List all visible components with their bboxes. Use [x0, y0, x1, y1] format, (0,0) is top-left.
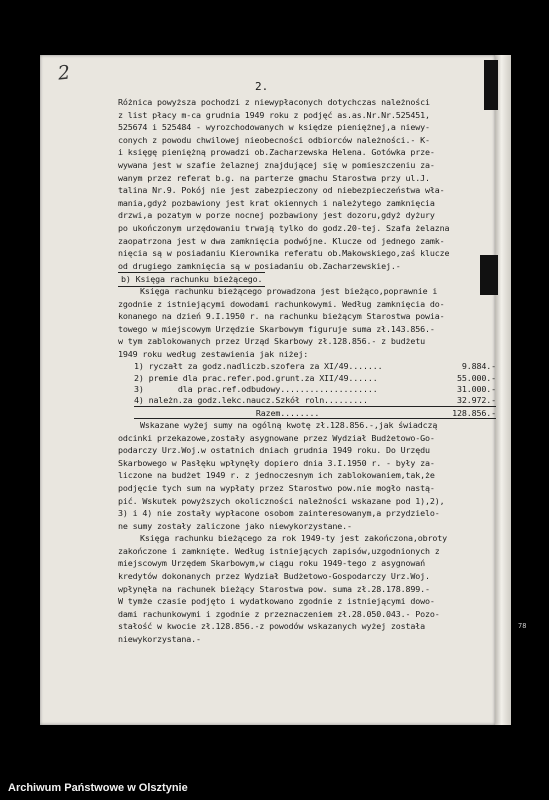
amount-row: 3) dla prac.ref.odbudowy.................... 31.000.-: [134, 384, 496, 395]
text-line: wywana jest w szafie żelaznej znajdującej się w pomieszczeniu za-: [118, 159, 435, 170]
text-line: mania,gdyż pozbawiony jest krat okiennych i należytego zamknięcia: [118, 197, 435, 208]
paragraph-year-closing: [118, 532, 496, 645]
text-line: odcinki przekazowe,zostały asygnowane przez Wydział Budżetowo-Go-: [118, 432, 435, 443]
text-line: kredytów dokonanych przez Wydział Budżetowo-Gospodarczy Urz.Woj.: [118, 571, 430, 582]
page-edge-strip: [495, 55, 511, 725]
amount-row: 4) należn.za godz.lekc.naucz.Szkół roln......... 32.972.-: [134, 395, 496, 406]
paragraph-cash-office: [118, 96, 496, 272]
paragraph-explanation: [118, 419, 496, 532]
text-line: Księga rachunku bieżącego prowadzona jest bieżąco,poprawnie i: [140, 285, 438, 296]
text-line: 1949 roku według zestawienia jak niżej:: [118, 348, 309, 359]
text-line: i księgę pieniężną prowadzi ob.Zacharzewska Helena. Gotówka prze-: [118, 147, 435, 158]
section-heading-line: [118, 272, 496, 285]
text-line: od drugiego zamknięcia są w posiadaniu ob.Zacharzewskiej.-: [118, 260, 401, 271]
amounts-list: [118, 360, 496, 418]
text-line: Skarbowego w Pasłęku wpłynęły dopiero dnia 3.I.1950 r. - były za-: [118, 457, 435, 468]
text-line: zaopatrzona jest w dwa zamknięcia podwójne. Klucze od jednego zamk-: [118, 235, 445, 246]
text-line: conych z powodu chwilowej nieobecności odbiorców należności.- K-: [118, 134, 430, 145]
text-line: Różnica powyższa pochodzi z niewypłaconych dotychczas należności: [118, 97, 430, 107]
text-line: dami rachunkowymi i zgodnie z przeznaczeniem zł.28.050.043.- Pozo-: [118, 608, 440, 619]
amount-row: 1) ryczałt za godz.nadliczb.szofera za XI/49....... 9.884.-: [134, 361, 496, 372]
text-line: Wskazane wyżej sumy na ogólną kwotę zł.128.856.-,jak świadczą: [140, 419, 438, 430]
text-line: po ukończonym urzędowaniu trwają tylko do godz.20-tej. Szafa żelazna: [118, 222, 450, 233]
handwritten-page-number: 2: [56, 61, 72, 85]
text-line: 3) i 4) nie zostały wypłacone osobom zainteresowanym,a przydzielo-: [118, 508, 440, 519]
text-line: miejscowym Urzędem Skarbowym,w ciągu roku 1949-tego z asygnowań: [118, 558, 426, 569]
total-row: Razem........ 128.856.-: [134, 407, 496, 418]
margin-note: 78: [518, 622, 527, 630]
typed-page-number: 2.: [255, 80, 269, 93]
text-line: zgodnie z istniejącymi dowodami rachunkowymi. Według zamknięcia do-: [118, 298, 445, 309]
text-line: podarczy Urz.Woj.w ostatnich dniach grudnia 1949 roku. Do Urzędu: [118, 445, 430, 456]
amount-row: 2) premie dla prac.refer.pod.grunt.za XII/49...... 55.000.-: [134, 372, 496, 383]
document-body: [118, 96, 496, 646]
text-line: z list płacy m-ca grudnia 1949 roku z podjęć as.as.Nr.Nr.525451,: [118, 109, 430, 120]
text-line: niewykorzystana.-: [118, 634, 201, 645]
archive-footer: Archiwum Państwowe w Olsztynie: [0, 776, 549, 800]
text-line: wpłynęła na rachunek bieżący Starostwa pow. suma zł.28.178.899.-: [118, 583, 430, 594]
section-heading: b) Księga rachunku bieżącego.: [118, 272, 265, 287]
text-line: podjęcie tych sum na wypłaty przez Starostwo pow.nie mogło nastą-: [118, 482, 435, 493]
text-line: zakończone i zamknięte. Według istniejących zapisów,uzgodnionych z: [118, 545, 440, 556]
paragraph-current-account: [118, 285, 496, 361]
text-line: w tym zablokowanych przez Urząd Skarbowy zł.128.856.- z budżetu: [118, 336, 426, 347]
text-line: drzwi,a pozatym w porze nocnej pozbawiony jest dozoru,gdyż dyżury: [118, 210, 435, 221]
text-line: konanego na dzień 9.I.1950 r. na rachunku bieżącym Starostwa powia-: [118, 311, 445, 322]
text-line: towego w miejscowym Urzędzie Skarbowym figuruje suma zł.143.856.-: [118, 323, 435, 334]
text-line: Księga rachunku bieżącego za rok 1949-ty jest zakończona,obroty: [140, 533, 448, 544]
text-line: ne sumy zostały zaliczone jako niewykorzystane.-: [118, 520, 352, 531]
text-line: stałość w kwocie zł.128.856.-z powodów wskazanych wyżej została: [118, 621, 426, 632]
text-line: nięcia są w posiadaniu Kierownika referatu ob.Makowskiego,zaś klucze: [118, 248, 450, 259]
text-line: W tymże czasie podjęto i wydatkowano zgodnie z istniejącymi dowo-: [118, 596, 435, 607]
text-line: talina Nr.9. Pokój nie jest zabezpieczony od niebezpieczeństwa wła-: [118, 185, 445, 196]
text-line: wanym przez referat b.g. na parterze gmachu Starostwa przy ul.J.: [118, 172, 430, 183]
text-line: 525674 i 525484 - wyrozchodowanych w księdze pieniężnej,a niewy-: [118, 122, 430, 133]
text-line: liczone na budżet 1949 r. z jednoczesnym ich zablokowaniem,tak,że: [118, 470, 435, 481]
text-line: pić. Wskutek powyższych okoliczności należności wskazane pod 1),2),: [118, 495, 445, 506]
